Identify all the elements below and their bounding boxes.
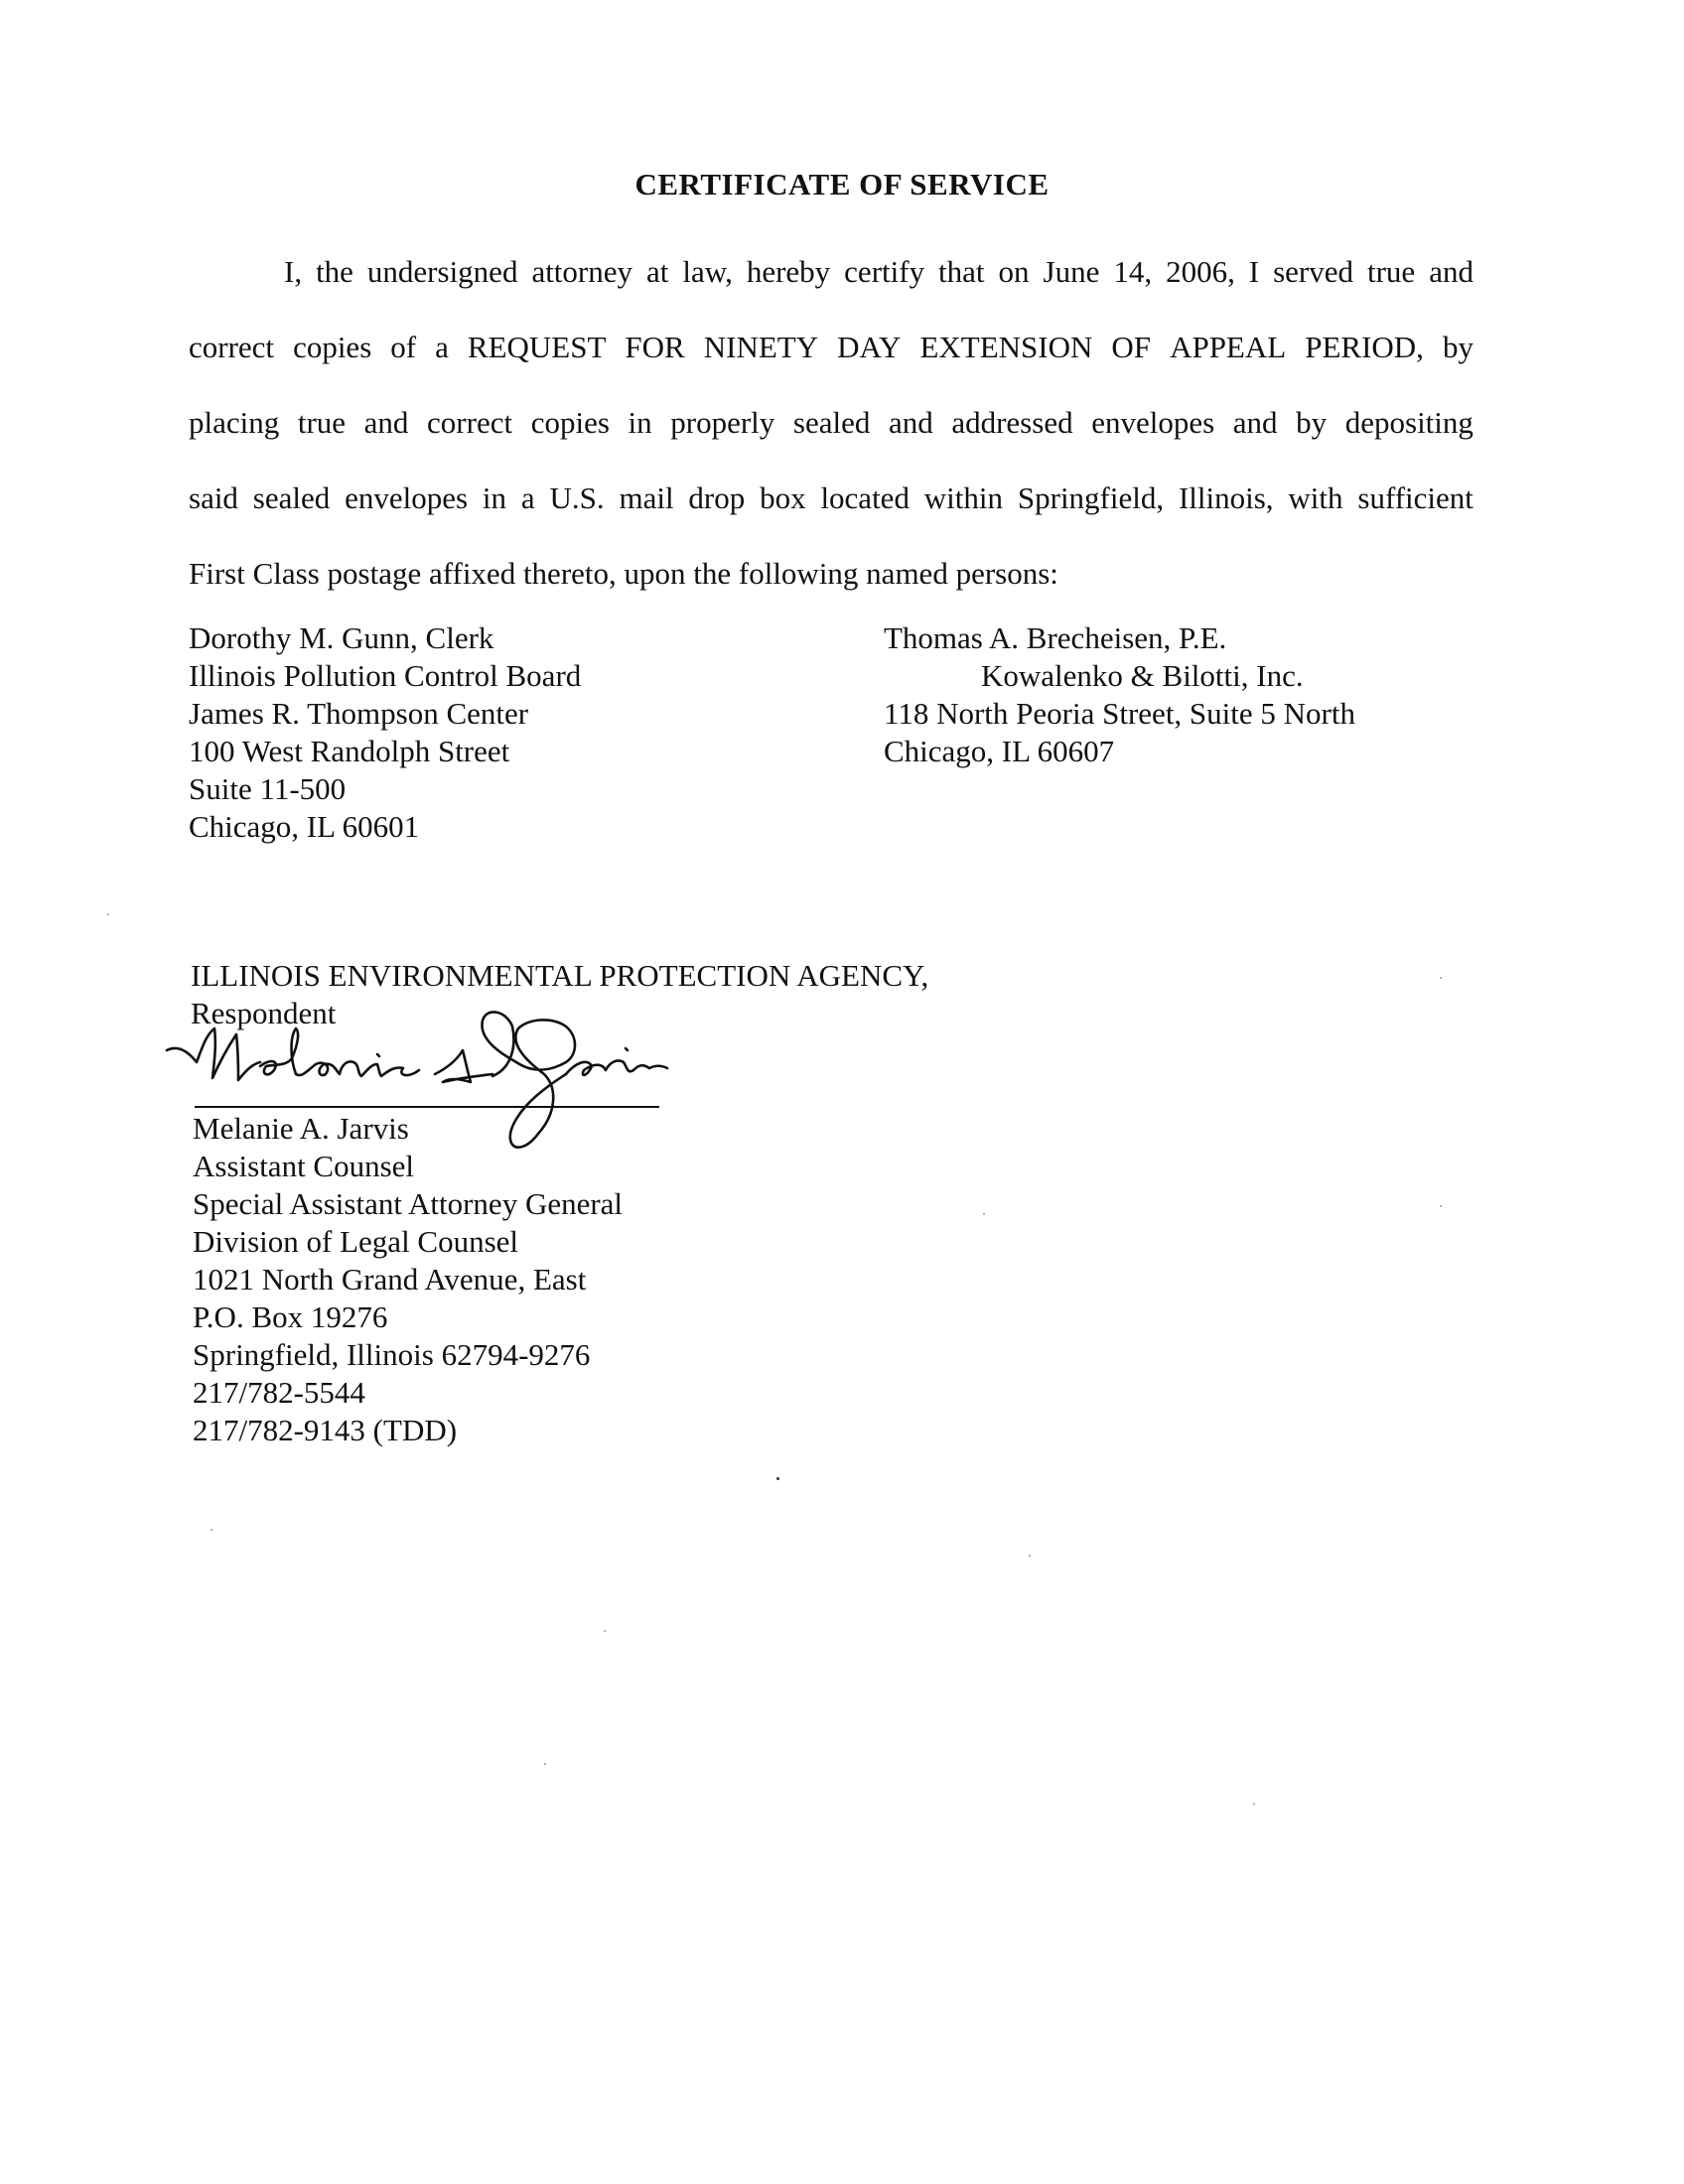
scan-speck — [107, 913, 109, 915]
certification-paragraph — [189, 234, 1474, 612]
scan-speck — [544, 1763, 546, 1765]
body-word: attorney — [531, 254, 633, 289]
body-word: depositing — [1344, 405, 1474, 440]
counsel-address: 1021 North Grand Avenue, East — [193, 1262, 587, 1297]
body-word: and — [363, 405, 409, 440]
address-line: James R. Thompson Center — [189, 696, 529, 731]
body-word: DAY — [837, 330, 902, 364]
counsel-title: Assistant Counsel — [193, 1149, 415, 1183]
scan-speck — [776, 1477, 779, 1480]
body-word: located — [820, 480, 910, 515]
body-word: said — [189, 480, 238, 515]
scan-speck — [1253, 1803, 1255, 1805]
body-word: true — [1367, 254, 1416, 289]
body-word: a — [435, 330, 449, 364]
counsel-name: Melanie A. Jarvis — [193, 1111, 409, 1146]
body-word: sealed — [792, 405, 871, 440]
body-word: of — [390, 330, 417, 364]
body-word: 14, — [1113, 254, 1153, 289]
body-word: correct — [427, 405, 513, 440]
body-word: served — [1273, 254, 1354, 289]
body-line-4 — [189, 461, 1474, 536]
body-word: I, — [284, 254, 303, 289]
body-word: June — [1043, 254, 1100, 289]
body-word: addressed — [951, 405, 1073, 440]
body-word: at — [646, 254, 669, 289]
body-word: and — [1232, 405, 1278, 440]
body-word: envelopes — [345, 480, 469, 515]
body-word: EXTENSION — [919, 330, 1093, 364]
body-word: mail — [619, 480, 674, 515]
body-word: placing — [189, 405, 280, 440]
body-word: U.S. — [549, 480, 605, 515]
body-word: within — [923, 480, 1004, 515]
counsel-city: Springfield, Illinois 62794-9276 — [193, 1337, 591, 1372]
scan-speck — [983, 1213, 985, 1215]
body-word: with — [1288, 480, 1343, 515]
address-line: Chicago, IL 60607 — [884, 734, 1115, 768]
address-line: Dorothy M. Gunn, Clerk — [189, 620, 494, 655]
signature-line — [195, 1106, 659, 1108]
counsel-phone: 217/782-5544 — [193, 1375, 365, 1410]
body-word: and — [1429, 254, 1474, 289]
body-word: envelopes — [1091, 405, 1215, 440]
body-word: properly — [670, 405, 775, 440]
body-word: by — [1442, 330, 1474, 364]
counsel-po-box: P.O. Box 19276 — [193, 1299, 388, 1334]
body-line-3 — [189, 385, 1474, 461]
body-word: Springfield, — [1017, 480, 1165, 515]
body-word: APPEAL — [1170, 330, 1287, 364]
body-word: undersigned — [366, 254, 518, 289]
body-word: a — [520, 480, 535, 515]
body-word: correct — [189, 330, 275, 364]
address-line: Kowalenko & Bilotti, Inc. — [981, 658, 1304, 693]
body-word: and — [888, 405, 933, 440]
body-word: in — [482, 480, 507, 515]
signature-stroke — [377, 1054, 379, 1056]
signature-stroke — [626, 1048, 628, 1050]
recipient-address-clerk — [189, 619, 581, 846]
body-word: copies — [530, 405, 610, 440]
scan-speck — [1440, 977, 1442, 979]
body-word: box — [760, 480, 806, 515]
body-line-2 — [189, 310, 1474, 385]
scan-speck — [210, 1529, 212, 1531]
body-word: that — [938, 254, 985, 289]
body-word: by — [1296, 405, 1328, 440]
address-line: Illinois Pollution Control Board — [189, 658, 582, 693]
scan-speck — [1440, 1205, 1442, 1207]
body-word: 2006, — [1166, 254, 1235, 289]
signature-stroke — [566, 1060, 667, 1075]
signature-stroke — [167, 1028, 260, 1080]
body-word: FOR — [625, 330, 685, 364]
address-line: 100 West Randolph Street — [189, 734, 510, 768]
body-line-5: First Class postage affixed thereto, upon the following named persons: — [189, 556, 1058, 591]
body-word: copies — [293, 330, 372, 364]
body-word: I — [1248, 254, 1260, 289]
body-word: the — [316, 254, 353, 289]
recipient-address-engineer — [884, 619, 1355, 770]
signature-stroke — [260, 1028, 419, 1076]
body-line-1 — [189, 234, 1474, 310]
agency-name: ILLINOIS ENVIRONMENTAL PROTECTION AGENCY, — [191, 958, 929, 993]
body-word: drop — [688, 480, 746, 515]
counsel-signature-block — [193, 1110, 623, 1449]
counsel-division: Division of Legal Counsel — [193, 1224, 519, 1259]
body-word: Illinois, — [1178, 480, 1274, 515]
counsel-title: Special Assistant Attorney General — [193, 1186, 624, 1221]
counsel-tdd: 217/782-9143 (TDD) — [193, 1413, 458, 1447]
body-word: PERIOD, — [1305, 330, 1424, 364]
body-word: hereby — [746, 254, 831, 289]
body-word: NINETY — [703, 330, 819, 364]
scan-speck — [1029, 1555, 1031, 1557]
scan-speck — [604, 1630, 606, 1632]
body-word: sealed — [252, 480, 331, 515]
body-word: in — [628, 405, 652, 440]
document-title: CERTIFICATE OF SERVICE — [634, 167, 1050, 202]
address-line: Suite 11-500 — [189, 771, 347, 806]
address-line: 118 North Peoria Street, Suite 5 North — [884, 696, 1355, 731]
body-word: REQUEST — [467, 330, 607, 364]
address-line: Thomas A. Brecheisen, P.E. — [884, 620, 1227, 655]
body-word: OF — [1111, 330, 1152, 364]
address-line: Chicago, IL 60601 — [189, 809, 420, 844]
body-word: law, — [682, 254, 733, 289]
agency-role: Respondent — [191, 996, 337, 1030]
body-word: certify — [844, 254, 925, 289]
signature-stroke — [435, 1050, 492, 1082]
body-word: on — [998, 254, 1030, 289]
body-word: true — [297, 405, 347, 440]
body-word: sufficient — [1357, 480, 1474, 515]
